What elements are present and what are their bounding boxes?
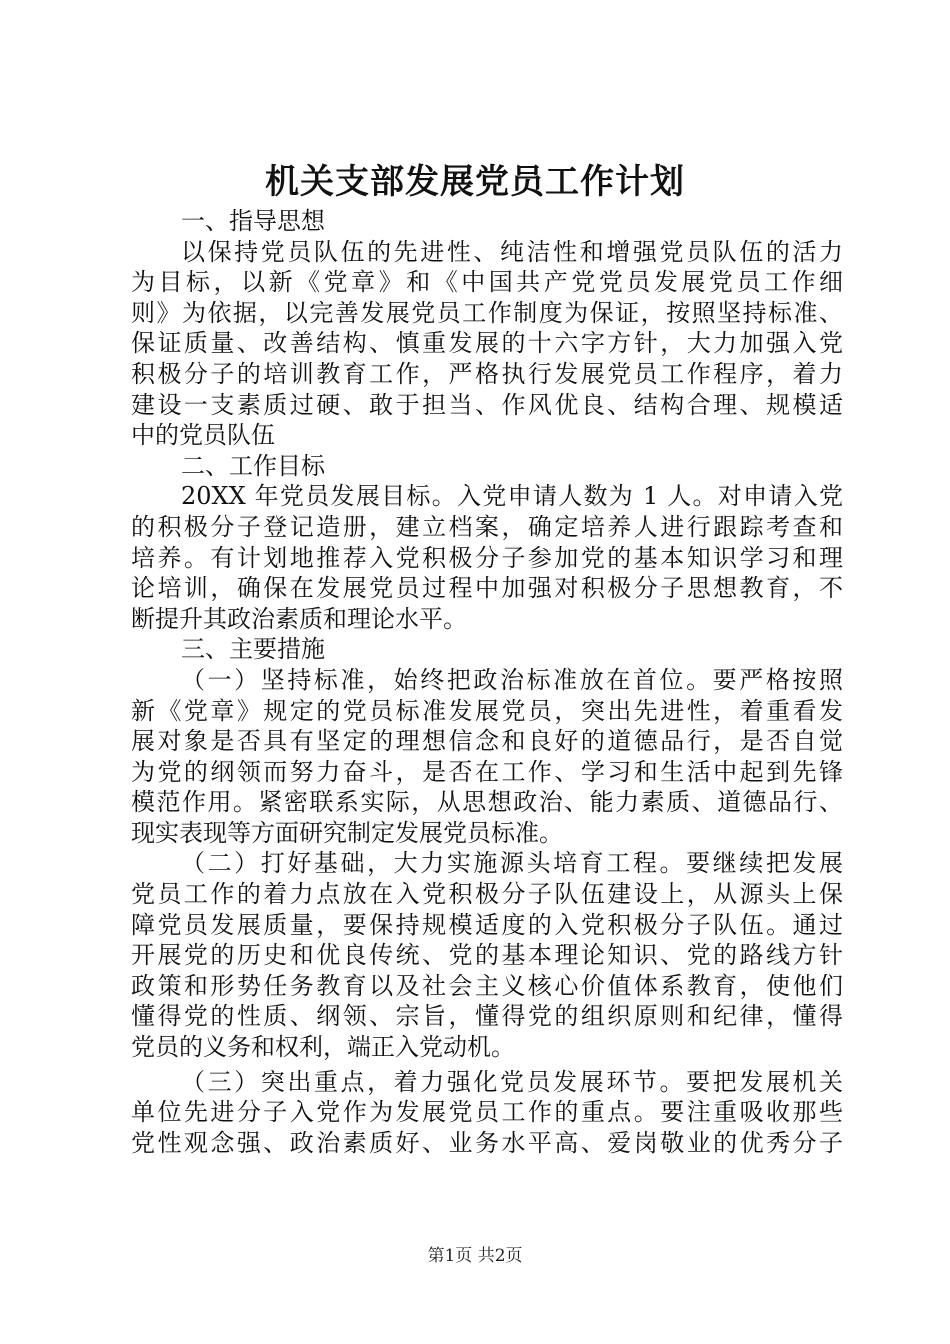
paragraph-line: 保证质量、改善结构、慎重发展的十六字方针，大力加强入党 bbox=[131, 329, 843, 358]
paragraph-line: 现实表现等方面研究制定发展党员标准。 bbox=[131, 818, 563, 847]
paragraph-line: （一）坚持标准，始终把政治标准放在首位。要严格按照 bbox=[181, 665, 843, 694]
section-heading-work-goals: 二、工作目标 bbox=[181, 451, 325, 480]
paragraph-line: 党性观念强、政治素质好、业务水平高、爱岗敬业的优秀分子 bbox=[131, 1128, 843, 1157]
paragraph-line: 障党员发展质量，要保持规模适度的入党积极分子队伍。通过 bbox=[131, 910, 843, 939]
paragraph-line: 建设一支素质过硬、敢于担当、作风优良、结构合理、规模适 bbox=[131, 390, 843, 419]
paragraph-line: 断提升其政治素质和理论水平。 bbox=[131, 604, 467, 633]
paragraph-line: （二）打好基础，大力实施源头培育工程。要继续把发展 bbox=[181, 849, 843, 878]
paragraph-line: 的积极分子登记造册，建立档案，确定培养人进行跟踪考查和 bbox=[131, 512, 843, 541]
paragraph-line: 为党的纲领而努力奋斗，是否在工作、学习和生活中起到先锋 bbox=[131, 757, 843, 786]
paragraph-line: 懂得党的性质、纲领、宗旨，懂得党的组织原则和纪律，懂得 bbox=[131, 1002, 843, 1031]
paragraph-line: 党员工作的着力点放在入党积极分子队伍建设上，从源头上保 bbox=[131, 880, 843, 909]
document-body bbox=[131, 206, 843, 1158]
paragraph-line: 以保持党员队伍的先进性、纯洁性和增强党员队伍的活力 bbox=[181, 237, 843, 266]
paragraph-line: 展对象是否具有坚定的理想信念和良好的道德品行，是否自觉 bbox=[131, 727, 843, 756]
paragraph-line: 开展党的历史和优良传统、党的基本理论知识、党的路线方针 bbox=[131, 941, 843, 970]
paragraph-line: （三）突出重点，着力强化党员发展环节。要把发展机关 bbox=[181, 1067, 843, 1096]
paragraph-line: 模范作用。紧密联系实际，从思想政治、能力素质、道德品行、 bbox=[131, 788, 843, 817]
paragraph-line: 政策和形势任务教育以及社会主义核心价值体系教育，使他们 bbox=[131, 971, 843, 1000]
page-footer: 第1页 共2页 bbox=[427, 1246, 523, 1266]
paragraph-line: 中的党员队伍 bbox=[131, 421, 275, 450]
paragraph-line: 培养。有计划地推荐入党积极分子参加党的基本知识学习和理 bbox=[131, 543, 843, 572]
paragraph-line: 新《党章》规定的党员标准发展党员，突出先进性，着重看发 bbox=[131, 696, 843, 725]
document-title: 机关支部发展党员工作计划 bbox=[265, 162, 685, 202]
paragraph-line: 积极分子的培训教育工作，严格执行发展党员工作程序，着力 bbox=[131, 359, 843, 388]
paragraph-line: 单位先进分子入党作为发展党员工作的重点。要注重吸收那些 bbox=[131, 1098, 843, 1127]
paragraph-line: 党员的义务和权利，端正入党动机。 bbox=[131, 1033, 515, 1062]
section-heading-main-measures: 三、主要措施 bbox=[181, 635, 325, 664]
section-heading-guiding-ideology: 一、指导思想 bbox=[181, 207, 325, 235]
paragraph-line: 论培训，确保在发展党员过程中加强对积极分子思想教育，不 bbox=[131, 574, 843, 603]
paragraph-line: 为目标，以新《党章》和《中国共产党党员发展党员工作细 bbox=[131, 268, 843, 297]
paragraph-line: 20XX 年党员发展目标。入党申请人数为 1 人。对申请入党 bbox=[181, 482, 843, 511]
paragraph-line: 则》为依据，以完善发展党员工作制度为保证，按照坚持标准、 bbox=[131, 298, 843, 327]
